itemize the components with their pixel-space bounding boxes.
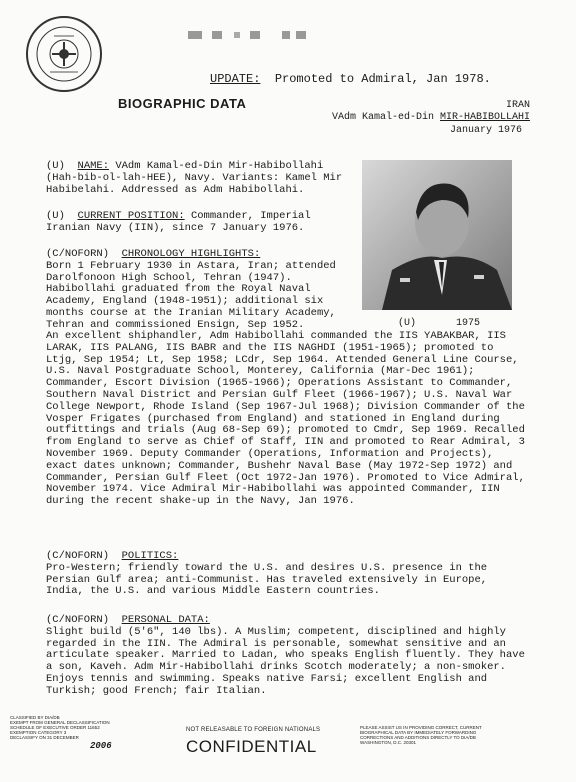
politics-text: Pro-Western; friendly toward the U.S. and desires U.S. presence in the Persian Gulf area; anti-Communist. Has traveled extensively in Europe, India, the U.S. and various Middle Eastern countries. xyxy=(46,561,488,598)
position-text: Commander, Imperial Iranian Navy (IIN), since 7 January 1976. xyxy=(46,210,311,234)
chronology-class: (C/NOFORN) xyxy=(46,248,110,260)
update-label: UPDATE: xyxy=(210,72,261,86)
personal-class: (C/NOFORN) xyxy=(46,614,110,626)
name-rest: (Hah-bib-ol-lah-HEE), Navy. Variants: Kamel Mir Habibelahi. Addressed as Adm Habibollahi. xyxy=(46,171,343,196)
position-section xyxy=(46,211,356,235)
position-class: (U) xyxy=(46,210,65,222)
personal-label: PERSONAL DATA: xyxy=(121,614,210,626)
position-label: CURRENT POSITION: xyxy=(77,210,185,222)
document-date: January 1976 xyxy=(449,125,522,136)
subject-prefix: VAdm Kamal-ed-Din xyxy=(331,112,440,123)
name-label: NAME: xyxy=(77,160,110,172)
update-line xyxy=(210,72,491,86)
photo-caption-class: (U) xyxy=(398,318,417,329)
classification-marking: CONFIDENTIAL xyxy=(186,737,317,756)
chronology-label: CHRONOLOGY HIGHLIGHTS: xyxy=(121,248,261,260)
name-section xyxy=(46,161,356,196)
politics-section xyxy=(46,551,526,598)
chronology-wide-text: An excellent shiphandler, Adm Habibollahi commanded the IIS YABAKBAR, IIS LARAK, IIS PALANG, IIS BABR and the IIS NAGHDI (1951-1965); promoted to Ltjg, Sep 1954; Lt, Sep 1958; LCdr, Sep 1964. Attended General Line Course, U.S. Naval Postgraduate School, Monterey, California (Mar-Dec 1961); Commander, Escort Division (1965-1966); Operations Assistant to Commander, Southern Naval District and Persian Gulf Fleet (1966-1967); U.S. Naval War College Newport, Rhode Island (Sep 1967-Jul 1968); Division Commander of the Vosper Frigates (purchased from England) and stationed in England during outfittings and trials (Aug 68-Sep 69); promoted to Cmdr, Sep 1969. Recalled from England to serve as Chief of Staff, IIN and promoted to Rear Admiral, 3 November 1969. Deputy Commander (Operations, Information and Projects), exact dates unknown; Commander, Bushehr Naval Base (May 1972-Sep 1972) and Commander, Persian Gulf Fleet (Oct 1972-Jan 1976). Promoted to Vice Admiral, November 1974. Vice Admiral Mir-Habibollahi was appointed Commander, IIN during the recent shake-up in the Navy, Jan 1976. xyxy=(46,330,525,508)
country: IRAN xyxy=(505,100,530,111)
photo-caption-year: 1975 xyxy=(456,318,481,329)
subject-surname: MIR-HABIBOLLAHI xyxy=(439,112,530,123)
personal-text: Slight build (5'6", 140 lbs). A Muslim; competent, disciplined and highly regarded in the IIN. The Admiral is personable, somewhat sensitive and an articulate speaker. Married to Ladan, who speaks English fluently. They have a son, Kaveh. Adm Mir-Habibollahi drinks Scotch moderately; a non-smoker. Enjoys tennis and swimming. Speaks native Farsi; excellent English and Turkish; good French; fair Italian. xyxy=(46,625,525,697)
personal-section xyxy=(46,615,526,698)
chronology-narrow-text: Born 1 February 1930 in Astara, Iran; attended Darolfonoon High School, Tehran (1947). Habibollahi graduated from the Royal Naval Academy, England (1948-1951); additional six months course at the Iranian Military Academy, Tehran and commissioned Ensign, Sep 1952. xyxy=(46,259,336,331)
handwritten-year: 2006 xyxy=(90,741,112,751)
name-line1: VAdm Kamal-ed-Din Mir-Habibollahi xyxy=(109,160,324,172)
classification-block: CLASSIFIED BY DIA/DB EXEMPT FROM GENERAL DECLASSIFICATION SCHEDULE OF EXECUTIVE ORDER 11652 EXEMPTION CATEGORY 3 DECLASSIFY ON 31 DECEMBER xyxy=(10,715,110,740)
politics-class: (C/NOFORN) xyxy=(46,550,110,562)
faint-stamp xyxy=(186,28,336,42)
name-class: (U) xyxy=(46,160,65,172)
subject-name xyxy=(332,112,530,123)
politics-label: POLITICS: xyxy=(121,550,179,562)
correction-notice: PLEASE ASSIST US IN PROVIDING CORRECT, CURRENT BIOGRAPHICAL DATA BY IMMEDIATELY FORWARDING CORRECTIONS AND ADDITIONS DIRECTLY TO DIA/DB WASHINGTON, D.C. 20301 xyxy=(360,725,482,745)
chronology-section xyxy=(46,249,356,332)
release-notice: NOT RELEASABLE TO FOREIGN NATIONALS xyxy=(186,727,321,733)
update-text: Promoted to Admiral, Jan 1978. xyxy=(274,72,491,86)
document-title: BIOGRAPHIC DATA xyxy=(118,96,247,111)
dia-seal xyxy=(24,14,104,94)
portrait-photo xyxy=(362,160,512,310)
